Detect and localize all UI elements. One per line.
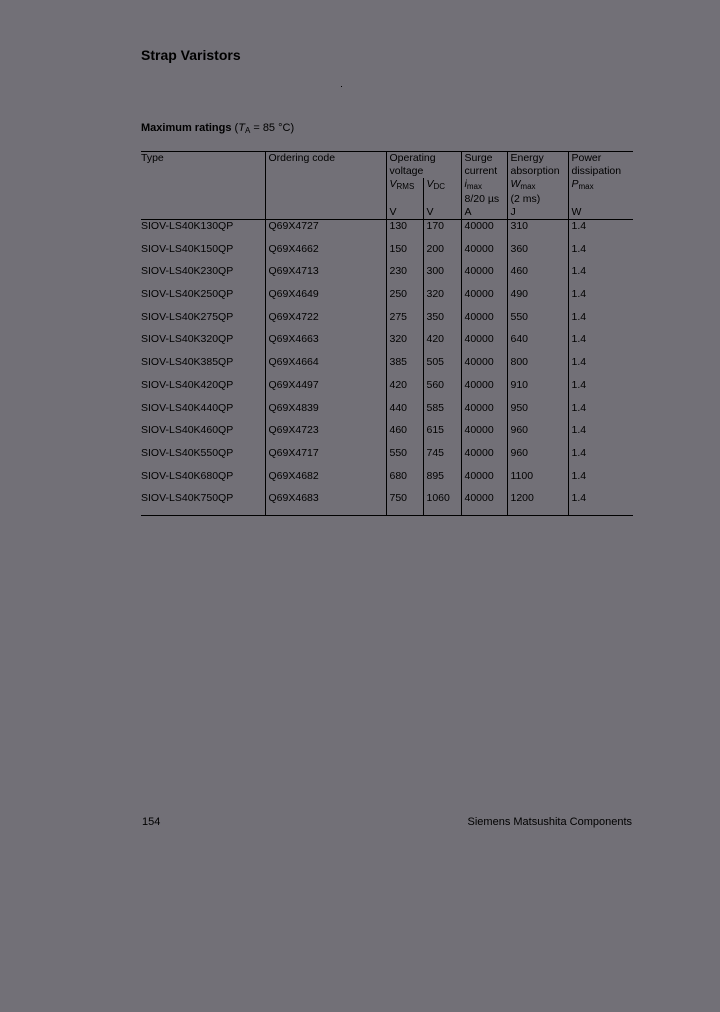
- cell-type: SIOV-LS40K550QP: [141, 446, 234, 459]
- header-surge-current: Surge current: [461, 152, 507, 179]
- unit-code-spacer: [265, 206, 386, 220]
- header-type-spacer: [141, 178, 265, 206]
- cell-p-max: 1.4: [568, 492, 633, 515]
- cell-v-rms: 230: [386, 265, 423, 288]
- cell-ordering-code: Q69X4713: [265, 265, 386, 288]
- cell-w-max: 950: [507, 402, 568, 425]
- cell-ordering-code: Q69X4717: [265, 447, 386, 470]
- symbol-base: i: [464, 178, 467, 190]
- table-row: [141, 288, 633, 311]
- cell-ordering-code: Q69X4649: [265, 288, 386, 311]
- cell-i-max: 40000: [461, 311, 507, 334]
- unit-w-max: J: [507, 206, 568, 220]
- symbol-base: V: [426, 178, 434, 190]
- table-row: [141, 243, 633, 266]
- cell-v-rms: 385: [386, 356, 423, 379]
- cell-i-max: 40000: [461, 447, 507, 470]
- cell-v-dc: 200: [423, 243, 461, 266]
- cell-type: SIOV-LS40K150QP: [141, 242, 234, 255]
- cell-v-dc: 420: [423, 333, 461, 356]
- header-row-symbols: [141, 178, 633, 206]
- cell-p-max: 1.4: [568, 220, 633, 243]
- header-operating-voltage: Operating voltage: [386, 152, 461, 179]
- table-row: [141, 356, 633, 379]
- cell-p-max: 1.4: [568, 311, 633, 334]
- cell-i-max: 40000: [461, 288, 507, 311]
- cell-v-dc: 895: [423, 470, 461, 493]
- cell-i-max: 40000: [461, 402, 507, 425]
- cell-v-rms: 275: [386, 311, 423, 334]
- cell-v-dc: 1060: [423, 492, 461, 515]
- cell-w-max: 910: [507, 379, 568, 402]
- cell-p-max: 1.4: [568, 265, 633, 288]
- cell-ordering-code: Q69X4664: [265, 356, 386, 379]
- cell-i-max: 40000: [461, 243, 507, 266]
- condition-subscript: A: [244, 126, 251, 135]
- cell-type: SIOV-LS40K680QP: [141, 469, 234, 482]
- symbol-sub: max: [520, 182, 536, 191]
- maximum-ratings-table: [141, 151, 633, 516]
- symbol-w-max: [507, 178, 568, 206]
- header-type: Type: [141, 152, 265, 179]
- cell-v-rms: 320: [386, 333, 423, 356]
- cell-v-dc: 320: [423, 288, 461, 311]
- cell-w-max: 960: [507, 447, 568, 470]
- header-energy-absorption: Energy absorption: [507, 152, 568, 179]
- cell-v-rms: 460: [386, 424, 423, 447]
- table-row: [141, 379, 633, 402]
- cell-v-rms: 750: [386, 492, 423, 515]
- cell-w-max: 800: [507, 356, 568, 379]
- symbol-condition: 8/20 µs: [464, 193, 500, 205]
- table-row: [141, 265, 633, 288]
- header-row-units: [141, 206, 633, 220]
- cell-ordering-code: Q69X4682: [265, 470, 386, 493]
- cell-type: SIOV-LS40K460QP: [141, 424, 234, 437]
- cell-type: SIOV-LS40K130QP: [141, 220, 234, 232]
- cell-v-rms: 150: [386, 243, 423, 266]
- symbol-base: V: [389, 178, 397, 190]
- cell-w-max: 460: [507, 265, 568, 288]
- cell-p-max: 1.4: [568, 356, 633, 379]
- table-body: [141, 220, 633, 516]
- table-row: [141, 311, 633, 334]
- symbol-sub: max: [578, 182, 594, 191]
- symbol-base: P: [571, 178, 579, 190]
- cell-w-max: 640: [507, 333, 568, 356]
- symbol-v-dc: [423, 178, 461, 206]
- cell-ordering-code: Q69X4839: [265, 402, 386, 425]
- cell-i-max: 40000: [461, 424, 507, 447]
- cell-v-rms: 250: [386, 288, 423, 311]
- cell-type: SIOV-LS40K420QP: [141, 378, 234, 391]
- cell-i-max: 40000: [461, 265, 507, 288]
- cell-v-rms: 440: [386, 402, 423, 425]
- cell-v-dc: 560: [423, 379, 461, 402]
- symbol-p-max: [568, 178, 633, 206]
- condition-rest: = 85 °C): [250, 122, 295, 134]
- symbol-base: W: [510, 178, 521, 190]
- cell-p-max: 1.4: [568, 333, 633, 356]
- cell-v-rms: 130: [386, 220, 423, 243]
- page-title: Strap Varistors: [141, 47, 241, 63]
- symbol-sub: RMS: [396, 182, 415, 191]
- cell-w-max: 310: [507, 220, 568, 243]
- cell-w-max: 490: [507, 288, 568, 311]
- cell-i-max: 40000: [461, 333, 507, 356]
- symbol-sub: DC: [433, 182, 446, 191]
- table-row: [141, 333, 633, 356]
- cell-i-max: 40000: [461, 220, 507, 243]
- cell-v-dc: 300: [423, 265, 461, 288]
- cell-w-max: 1100: [507, 470, 568, 493]
- cell-p-max: 1.4: [568, 424, 633, 447]
- cell-w-max: 360: [507, 243, 568, 266]
- scan-artifact: [341, 86, 342, 87]
- cell-ordering-code: Q69X4663: [265, 333, 386, 356]
- cell-v-dc: 745: [423, 447, 461, 470]
- cell-type: SIOV-LS40K320QP: [141, 333, 234, 346]
- unit-p-max: W: [568, 206, 633, 220]
- cell-ordering-code: Q69X4497: [265, 379, 386, 402]
- cell-v-dc: 585: [423, 402, 461, 425]
- cell-i-max: 40000: [461, 379, 507, 402]
- cell-i-max: 40000: [461, 492, 507, 515]
- cell-p-max: 1.4: [568, 288, 633, 311]
- cell-type: SIOV-LS40K440QP: [141, 401, 234, 414]
- cell-i-max: 40000: [461, 356, 507, 379]
- cell-v-dc: 350: [423, 311, 461, 334]
- header-code-spacer: [265, 178, 386, 206]
- cell-ordering-code: Q69X4683: [265, 492, 386, 515]
- header-ordering-code: Ordering code: [265, 152, 386, 179]
- page-number: 154: [142, 816, 161, 828]
- unit-v-rms: V: [386, 206, 423, 220]
- cell-ordering-code: Q69X4727: [265, 220, 386, 243]
- cell-p-max: 1.4: [568, 379, 633, 402]
- table-row: [141, 470, 633, 493]
- symbol-i-max: [461, 178, 507, 206]
- condition-symbol: T: [238, 122, 245, 134]
- cell-type: SIOV-LS40K750QP: [141, 492, 265, 515]
- cell-p-max: 1.4: [568, 447, 633, 470]
- cell-ordering-code: Q69X4722: [265, 311, 386, 334]
- cell-type: SIOV-LS40K250QP: [141, 288, 234, 301]
- section-label: Maximum ratings: [141, 122, 232, 134]
- condition-open: (: [234, 122, 239, 134]
- cell-p-max: 1.4: [568, 402, 633, 425]
- table-row: [141, 492, 633, 515]
- unit-v-dc: V: [423, 206, 461, 220]
- cell-p-max: 1.4: [568, 470, 633, 493]
- table-row: [141, 220, 633, 243]
- cell-i-max: 40000: [461, 470, 507, 493]
- symbol-v-rms: [386, 178, 423, 206]
- cell-w-max: 1200: [507, 492, 568, 515]
- cell-v-rms: 680: [386, 470, 423, 493]
- section-heading: [141, 122, 294, 135]
- publisher-name: Siemens Matsushita Components: [467, 816, 632, 828]
- table-row: [141, 447, 633, 470]
- header-power-dissipation: Power dissipation: [568, 152, 633, 179]
- symbol-condition: (2 ms): [510, 193, 541, 205]
- cell-w-max: 960: [507, 424, 568, 447]
- cell-ordering-code: Q69X4662: [265, 243, 386, 266]
- unit-i-max: A: [461, 206, 507, 220]
- table-row: [141, 402, 633, 425]
- cell-type: SIOV-LS40K385QP: [141, 356, 234, 369]
- cell-v-dc: 170: [423, 220, 461, 243]
- cell-v-dc: 615: [423, 424, 461, 447]
- cell-ordering-code: Q69X4723: [265, 424, 386, 447]
- cell-v-dc: 505: [423, 356, 461, 379]
- cell-type: SIOV-LS40K230QP: [141, 265, 234, 278]
- symbol-sub: max: [466, 182, 482, 191]
- unit-type-spacer: [141, 206, 265, 220]
- table-row: [141, 424, 633, 447]
- cell-v-rms: 550: [386, 447, 423, 470]
- cell-type: SIOV-LS40K275QP: [141, 310, 234, 323]
- cell-p-max: 1.4: [568, 243, 633, 266]
- cell-v-rms: 420: [386, 379, 423, 402]
- cell-w-max: 550: [507, 311, 568, 334]
- header-row-labels: [141, 152, 633, 179]
